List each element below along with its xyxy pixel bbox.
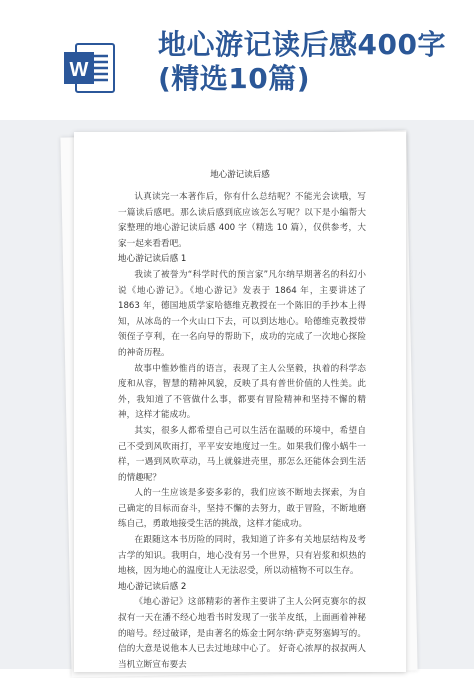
svg-text:W: W: [69, 59, 89, 81]
page-title: 地心游记读后感400字(精选10篇): [158, 28, 446, 95]
paragraph-4: 人的一生应该是多姿多彩的，我们应该不断地去探索，为自己确定的目标而奋斗，坚持不懈的去努力，敢于冒险，不断地磨练自己，勇敢地接受生活的挑战，这样才能成功。: [118, 488, 366, 530]
title-banner: [0, 0, 474, 120]
document-body: [118, 190, 366, 673]
section-heading-1: 地心游记读后感 1: [118, 254, 187, 265]
word-document-icon: [62, 40, 118, 96]
paragraph-2: 故事中惟妙惟肖的语言，表现了主人公坚毅，执着的科学态度和从容，智慧的精神风貌，反映了具有普世价值的人性美。此外，我知道了不管做什么事，都要有冒险精神和坚持不懈的精神，这样才能成功。: [118, 363, 366, 421]
section-heading-2: 地心游记读后感 2: [118, 581, 187, 592]
paragraph-3: 其实，很多人都希望自己可以生活在温暖的环境中，希望自己不受到风吹雨打，平平安安地度过一生。如果我们像小蜗牛一样，一遇到风吹草动，马上就躲进壳里，那怎么还能体会到生活的情趣呢？: [118, 425, 366, 483]
paragraph-6: 《地心游记》这部精彩的著作主要讲了主人公阿克赛尔的叔叔有一天在潘不经心地看书时发现了一张羊皮纸，上面画着神秘的暗号。经过破译，是由著名的炼金士阿尔纳·萨克努塞姆写的。 信的大意是说他本人已去过地球中心了。 好奇心浓厚的叔叔两人当机立断宣布要去: [118, 597, 366, 670]
intro-paragraph: 认真读完一本著作后，你有什么总结呢？不能光会读哦，写一篇读后感吧。那么读后感到底应该怎么写呢？以下是小编帮大家整理的地心游记读后感 400 字（精选 10 篇），仅供参考，大家一起来看看吧。: [118, 192, 366, 249]
paragraph-5: 在跟随这本书历险的同时，我知道了许多有关地层结构及考古学的知识。我明白，地心没有另一个世界，只有岩浆和炽热的地核，因为地心的温度让人无法忍受，所以动植物不可以生存。: [118, 535, 366, 577]
document-page: [74, 132, 406, 672]
paragraph-1: 我读了被誉为“科学时代的预言家”凡尔纳早期著名的科幻小说《地心游记》。《地心游记》发表于 1864 年，主要讲述了 1863 年，德国地质学家哈德维克教授在一个陈旧的手抄本上得知，从冰岛的一个火山口下去，可以到达地心。哈德维克教授带领侄子亨利，在一名向导的帮助下，成功的完成了一次地心探险的神奇历程。: [118, 269, 366, 358]
document-title: 地心游记读后感: [210, 170, 270, 180]
